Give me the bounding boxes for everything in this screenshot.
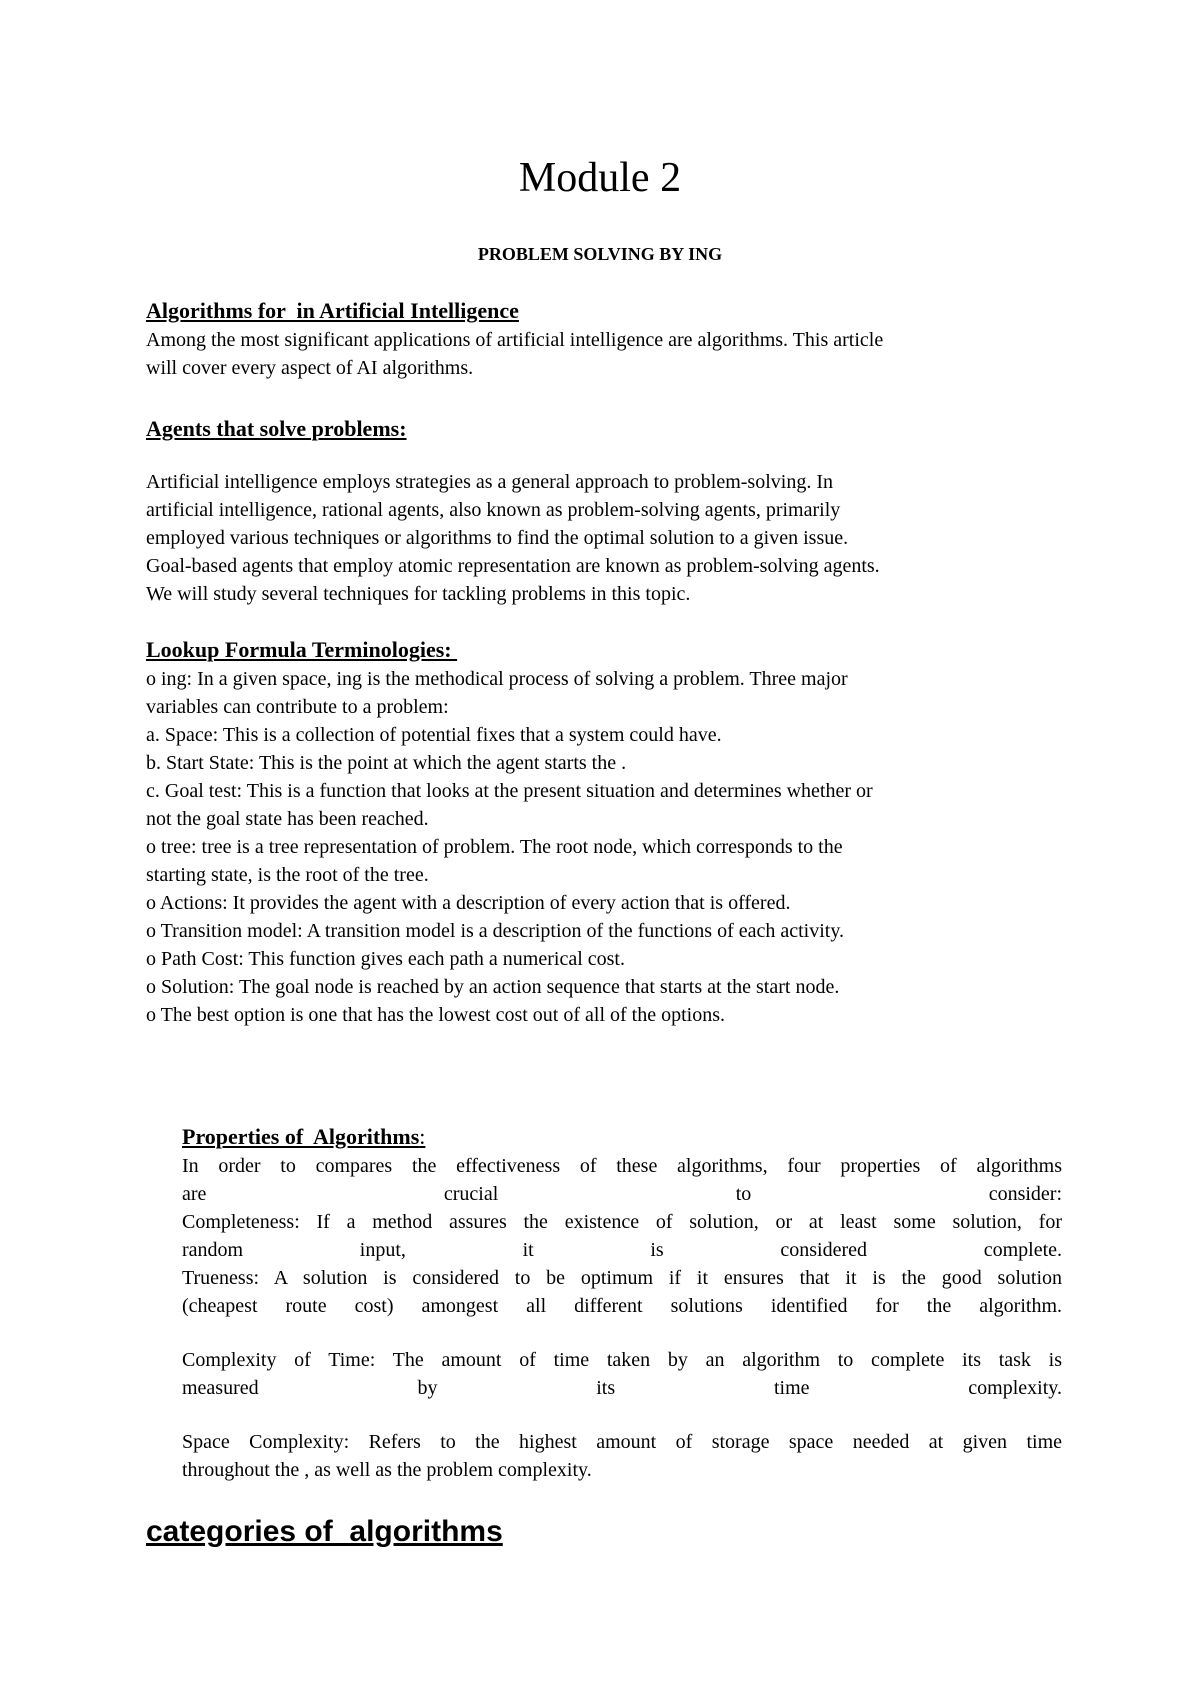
section-properties	[182, 1122, 1062, 1484]
categories-heading: categories of algorithms	[146, 1515, 503, 1548]
section-heading: Agents that solve problems:	[146, 416, 407, 441]
list-item: o tree: tree is a tree representation of problem. The root node, which corresponds to the	[146, 836, 843, 858]
list-item: o The best option is one that has the lowest cost out of all of the options.	[146, 1004, 725, 1026]
paragraph-line: measured by its time complexity.	[182, 1377, 1062, 1399]
paragraph-line: (cheapest route cost) amongest all different solutions identified for the algorithm.	[182, 1295, 1062, 1317]
list-item: b. Start State: This is the point at which the agent starts the .	[146, 752, 627, 774]
list-item: o Transition model: A transition model is a description of the functions of each activity.	[146, 920, 845, 942]
list-item: variables can contribute to a problem:	[146, 696, 449, 718]
list-item: starting state, is the root of the tree.	[146, 864, 429, 886]
paragraph-line: will cover every aspect of AI algorithms.	[146, 357, 474, 379]
list-item: c. Goal test: This is a function that looks at the present situation and determines whether or	[146, 780, 873, 802]
paragraph-line: Among the most significant applications of artificial intelligence are algorithms. This article	[146, 329, 884, 351]
section-heading: Lookup Formula Terminologies:	[146, 637, 458, 662]
paragraph-line: We will study several techniques for tackling problems in this topic.	[146, 583, 691, 605]
paragraph-line: Goal-based agents that employ atomic representation are known as problem-solving agents.	[146, 555, 880, 577]
paragraph-line: artificial intelligence, rational agents, also known as problem-solving agents, primarily	[146, 499, 841, 521]
list-item: o Solution: The goal node is reached by an action sequence that starts at the start node.	[146, 976, 840, 998]
section-heading-text: Properties of Algorithms	[182, 1124, 420, 1149]
list-item: o Actions: It provides the agent with a description of every action that is offered.	[146, 892, 791, 914]
section-heading	[182, 1122, 1062, 1152]
paragraph-line: In order to compares the effectiveness of these algorithms, four properties of algorithms	[182, 1155, 1062, 1177]
heading-colon: :	[419, 1124, 426, 1149]
paragraph-line: Space Complexity: Refers to the highest amount of storage space needed at given time	[182, 1431, 1062, 1453]
section-agents	[146, 414, 1066, 608]
list-item: a. Space: This is a collection of potential fixes that a system could have.	[146, 724, 722, 746]
paragraph-line: are crucial to consider:	[182, 1183, 1062, 1205]
paragraph-line: random input, it is considered complete.	[182, 1239, 1062, 1261]
section-heading: Algorithms for in Artificial Intelligence	[146, 298, 519, 323]
paragraph-line: throughout the , as well as the problem complexity.	[182, 1459, 592, 1481]
paragraph-line: Completeness: If a method assures the existence of solution, or at least some solution, for	[182, 1211, 1062, 1233]
paragraph-line: employed various techniques or algorithms to find the optimal solution to a given issue.	[146, 527, 849, 549]
section-intro	[146, 296, 1066, 382]
list-item: o Path Cost: This function gives each path a numerical cost.	[146, 948, 625, 970]
paragraph-line: Complexity of Time: The amount of time taken by an algorithm to complete its task is	[182, 1349, 1062, 1371]
paragraph-line: Artificial intelligence employs strategies as a general approach to problem-solving. In	[146, 471, 833, 493]
list-item: o ing: In a given space, ing is the methodical process of solving a problem. Three major	[146, 668, 848, 690]
paragraph-line: Trueness: A solution is considered to be optimum if it ensures that it is the good solution	[182, 1267, 1062, 1289]
page-subtitle: PROBLEM SOLVING BY ING	[477, 244, 723, 264]
section-terminologies	[146, 635, 1066, 1029]
list-item: not the goal state has been reached.	[146, 808, 429, 830]
page-title: Module 2	[518, 155, 682, 201]
